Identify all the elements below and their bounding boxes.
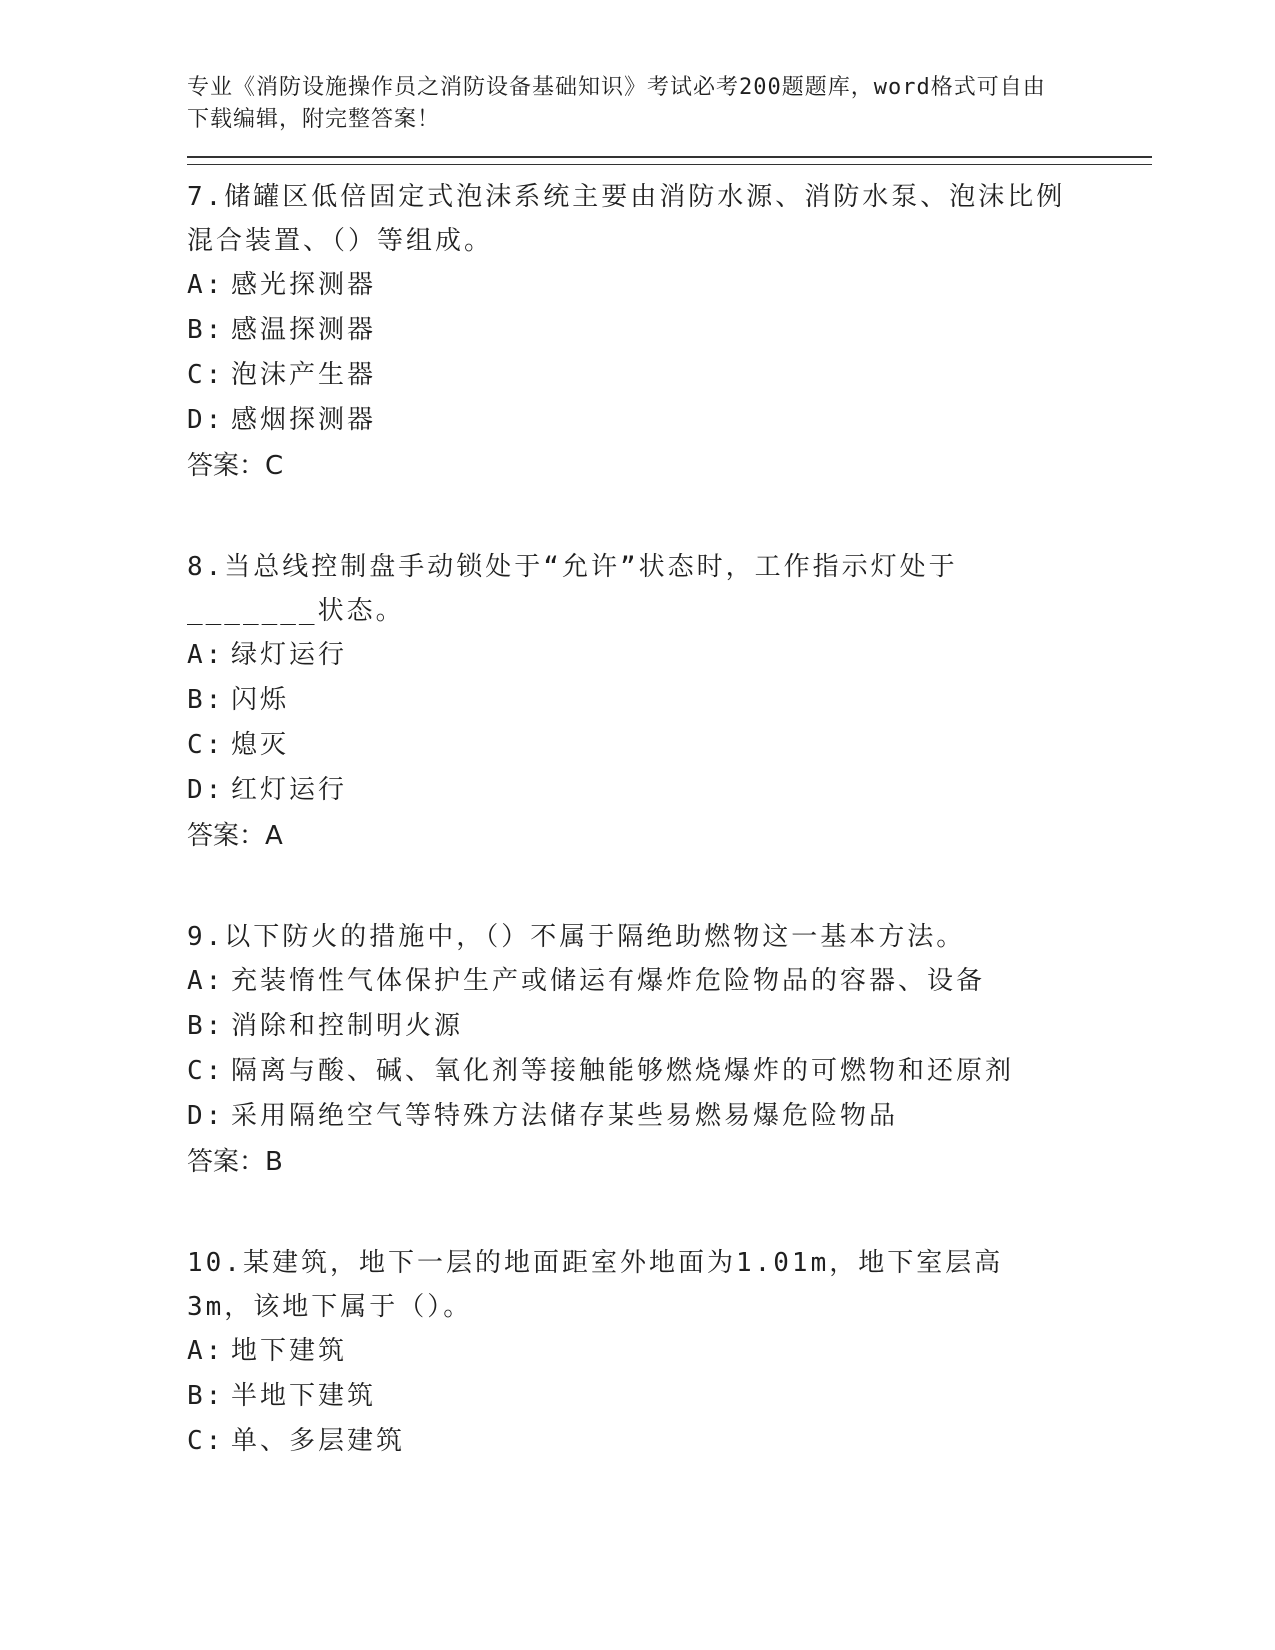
option-text: 绿灯运行	[231, 640, 348, 670]
option-b	[187, 1004, 1147, 1049]
question-stem: 8.当总线控制盘手动锁处于“允许”状态时，工作指示灯处于_______状态。	[187, 552, 958, 626]
option-letter: C:	[187, 360, 225, 390]
option-a	[187, 959, 1147, 1004]
option-letter: B:	[187, 1381, 225, 1411]
option-letter: B:	[187, 1011, 225, 1041]
document-header: 专业《消防设施操作员之消防设备基础知识》考试必考200题题库，word格式可自由下载编辑，附完整答案！	[187, 75, 1046, 132]
option-letter: C:	[187, 1056, 225, 1086]
option-text: 隔离与酸、碱、氧化剂等接触能够燃烧爆炸的可燃物和还原剂	[231, 1056, 1015, 1086]
option-text: 地下建筑	[231, 1336, 348, 1366]
option-letter: A:	[187, 640, 225, 670]
option-d	[187, 768, 1147, 813]
answer-line: 答案：A	[187, 821, 283, 851]
answer-line: 答案：B	[187, 1147, 283, 1177]
question-8	[187, 545, 1147, 859]
option-text: 半地下建筑	[231, 1381, 377, 1411]
option-letter: A:	[187, 966, 225, 996]
option-c	[187, 1419, 1147, 1464]
option-text: 泡沫产生器	[231, 360, 377, 390]
option-letter: D:	[187, 1101, 225, 1131]
option-text: 感烟探测器	[231, 405, 377, 435]
option-b	[187, 308, 1147, 353]
option-text: 闪烁	[231, 685, 290, 715]
header-divider	[187, 156, 1152, 165]
option-text: 单、多层建筑	[231, 1426, 406, 1456]
option-c	[187, 723, 1147, 768]
question-9	[187, 915, 1147, 1185]
option-text: 红灯运行	[231, 775, 348, 805]
question-10	[187, 1241, 1147, 1464]
option-a	[187, 263, 1147, 308]
option-letter: D:	[187, 775, 225, 805]
option-text: 感温探测器	[231, 315, 377, 345]
option-letter: B:	[187, 685, 225, 715]
option-text: 消除和控制明火源	[231, 1011, 464, 1041]
question-spacer	[187, 1185, 1147, 1231]
option-d	[187, 1094, 1147, 1139]
question-stem: 9.以下防火的措施中，（）不属于隔绝助燃物这一基本方法。	[187, 922, 966, 952]
option-text: 感光探测器	[231, 270, 377, 300]
option-letter: C:	[187, 1426, 225, 1456]
option-letter: B:	[187, 315, 225, 345]
option-d	[187, 398, 1147, 443]
question-stem: 7.储罐区低倍固定式泡沫系统主要由消防水源、消防水泵、泡沫比例混合装置、（）等组成。	[187, 182, 1066, 256]
option-text: 采用隔绝空气等特殊方法储存某些易燃易爆危险物品	[231, 1101, 899, 1131]
question-spacer	[187, 489, 1147, 535]
option-text: 熄灭	[231, 730, 290, 760]
option-c	[187, 1049, 1147, 1094]
option-a	[187, 633, 1147, 678]
option-b	[187, 1374, 1147, 1419]
option-a	[187, 1329, 1147, 1374]
option-c	[187, 353, 1147, 398]
question-spacer	[187, 859, 1147, 905]
question-stem: 10.某建筑，地下一层的地面距室外地面为1.01m，地下室层高3m，该地下属于（）。	[187, 1248, 1004, 1322]
option-letter: C:	[187, 730, 225, 760]
option-text: 充装惰性气体保护生产或储运有爆炸危险物品的容器、设备	[231, 966, 986, 996]
option-letter: A:	[187, 1336, 225, 1366]
document-page	[187, 72, 1147, 1464]
option-letter: A:	[187, 270, 225, 300]
option-letter: D:	[187, 405, 225, 435]
option-b	[187, 678, 1147, 723]
question-7	[187, 175, 1147, 489]
answer-line: 答案：C	[187, 451, 284, 481]
